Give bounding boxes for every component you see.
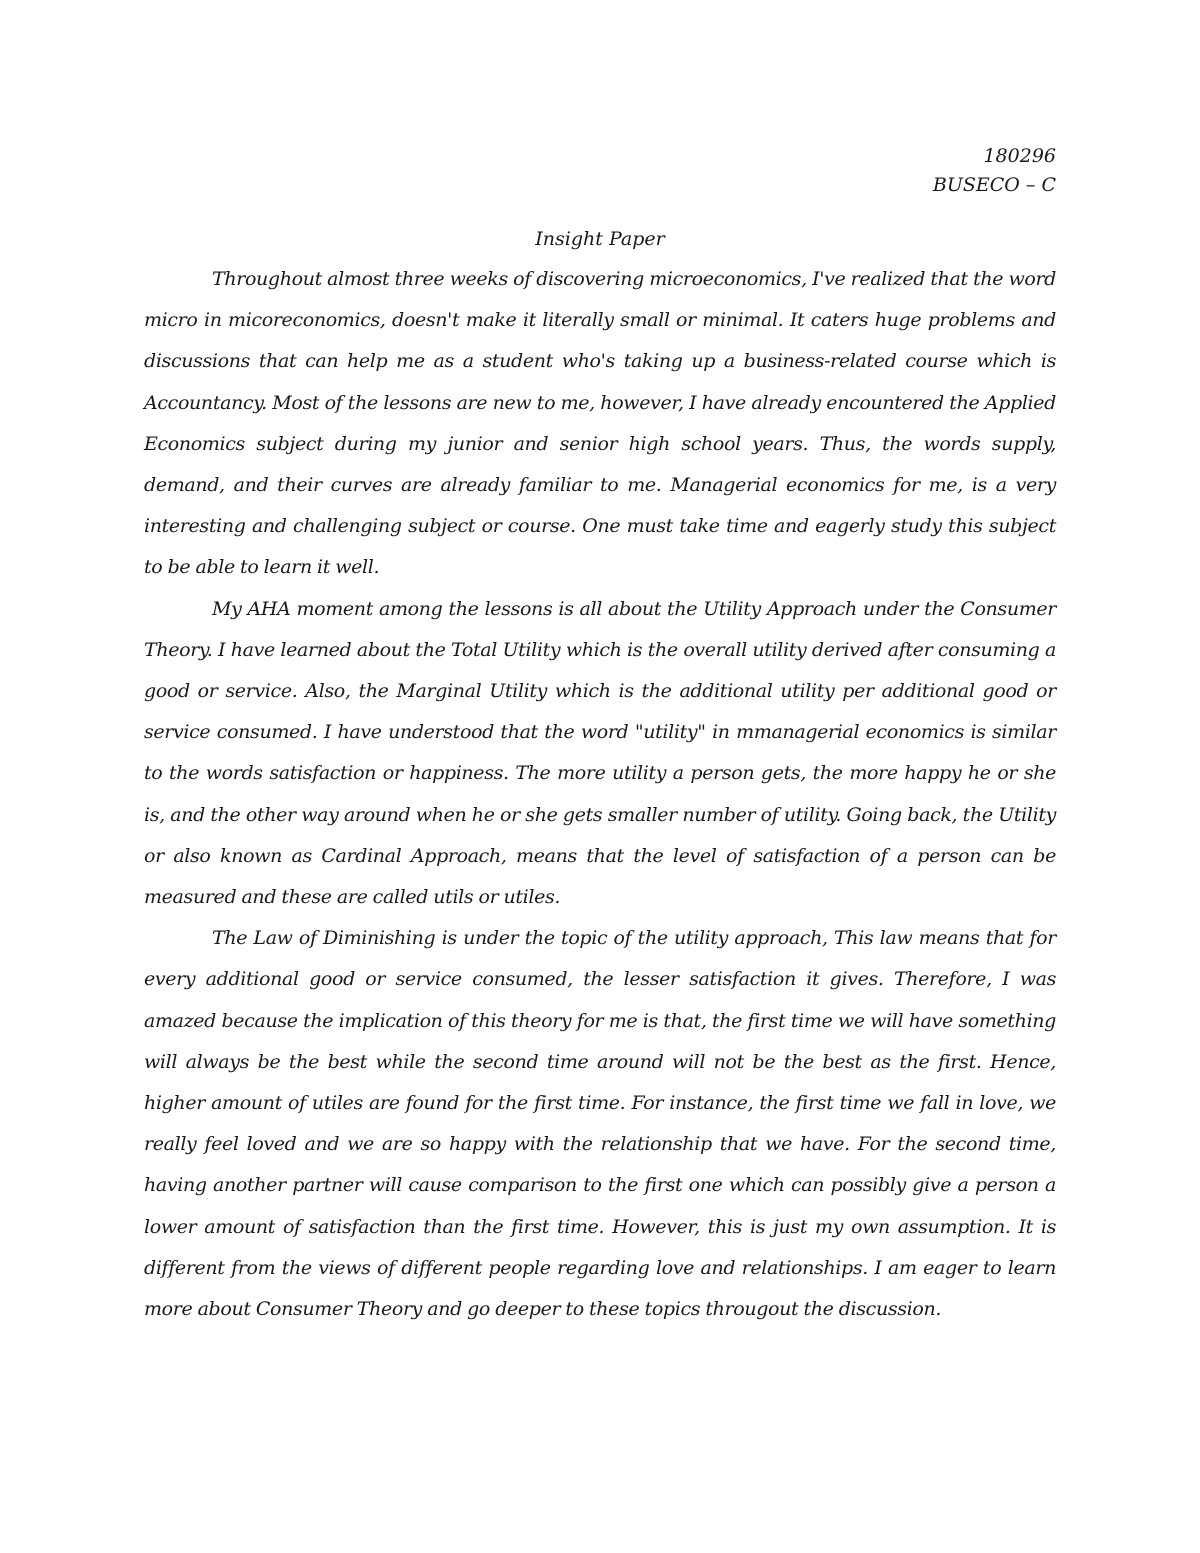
section-label: BUSECO – C	[932, 174, 1056, 196]
paragraph-1: Throughout almost three weeks of discovering microeconomics, I've realized that the word micro in micoreconomics, doesn't make it literally small or minimal. It caters huge problems and discussions that can help me as a student who's taking up a business-related course which is Accountancy. Most of the lessons are new to me, however, I have already encountered the Applied Economics subject during my junior and senior high school years. Thus, the words supply, demand, and their curves are already familiar to me. Managerial economics for me, is a very interesting and challenging subject or course. One must take time and eagerly study this subject to be able to learn it well.	[144, 268, 1056, 579]
paragraph-2: My AHA moment among the lessons is all about the Utility Approach under the Consumer Theory. I have learned about the Total Utility which is the overall utility derived after consuming a good or service. Also, the Marginal Utility which is the additional utility per additional good or service consumed. I have understood that the word "utility" in mmanagerial economics is similar to the words satisfaction or happiness. The more utility a person gets, the more happy he or she is, and the other way around when he or she gets smaller number of utility. Going back, the Utility or also known as Cardinal Approach, means that the level of satisfaction of a person can be measured and these are called utils or utiles.	[144, 597, 1056, 909]
student-id: 180296	[983, 145, 1056, 167]
paragraph-3: The Law of Diminishing is under the topic of the utility approach, This law means that for every additional good or service consumed, the lesser satisfaction it gives. Therefore, I was amazed because the implication of this theory for me is that, the first time we will have something will always be the best while the second time around will not be the best as the first. Hence, higher amount of utiles are found for the first time. For instance, the first time we fall in love, we really feel loved and we are so happy with the relationship that we have. For the second time, having another partner will cause comparison to the first one which can possibly give a person a lower amount of satisfaction than the first time. However, this is just my own assumption. It is different from the views of different people regarding love and relationships. I am eager to learn more about Consumer Theory and go deeper to these topics througout the discussion.	[144, 927, 1056, 1321]
document-title: Insight Paper	[535, 228, 665, 250]
document-body	[144, 142, 1056, 1330]
header-block	[144, 142, 1056, 200]
